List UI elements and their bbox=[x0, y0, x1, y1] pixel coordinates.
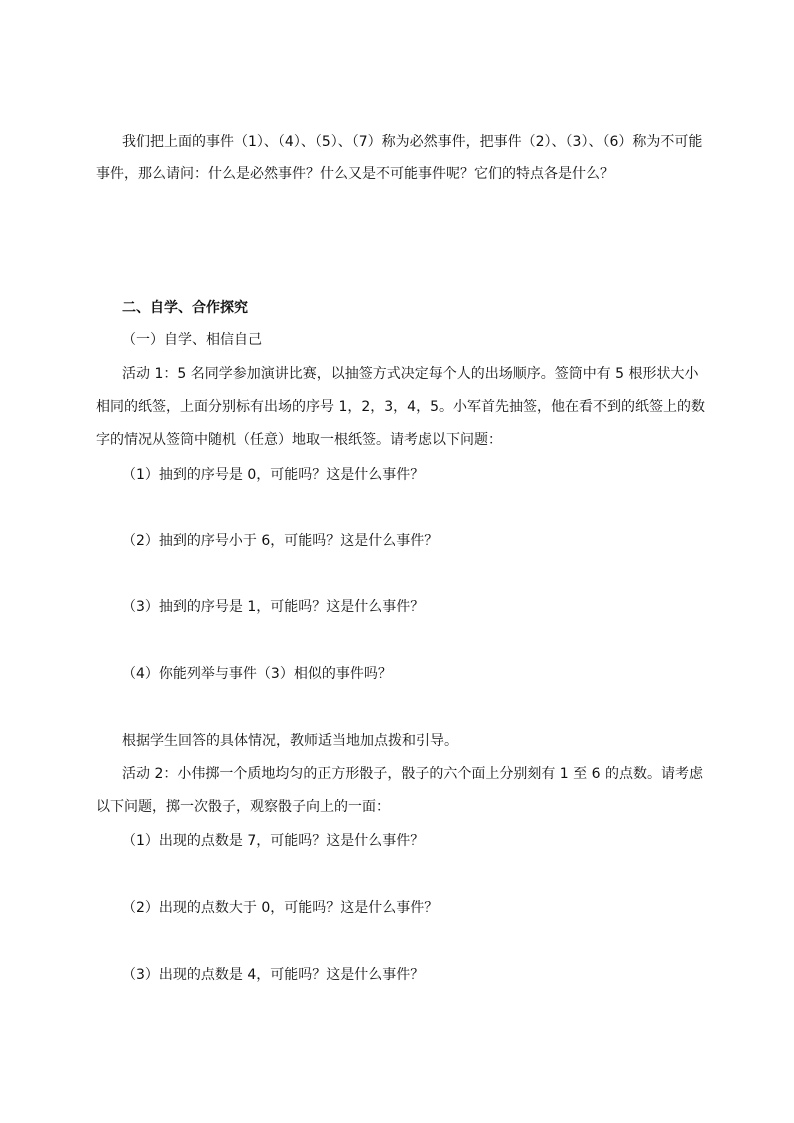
activity2-line-1: 活动 2：小伟掷一个质地均匀的正方形骰子，骰子的六个面上分别刻有 1 至 6 的点数。请考虑 bbox=[122, 766, 703, 782]
section-subheading: （一）自学、相信自己 bbox=[122, 332, 262, 348]
activity1-line-1: 活动 1：5 名同学参加演讲比赛，以抽签方式决定每个人的出场顺序。签筒中有 5 根形状大小 bbox=[122, 366, 699, 382]
activity1-line-3: 字的情况从签筒中随机（任意）地取一根纸签。请考虑以下问题： bbox=[96, 432, 502, 448]
section-heading: 二、自学、合作探究 bbox=[122, 300, 248, 316]
teacher-note: 根据学生回答的具体情况，教师适当地加点拨和引导。 bbox=[122, 733, 458, 749]
intro-paragraph-line-2: 事件，那么请问：什么是必然事件？什么又是不可能事件呢？它们的特点各是什么？ bbox=[96, 166, 614, 182]
activity1-question-4: （4）你能列举与事件（3）相似的事件吗？ bbox=[122, 666, 392, 682]
activity2-question-2: （2）出现的点数大于 0，可能吗？这是什么事件？ bbox=[122, 900, 439, 916]
activity1-line-2: 相同的纸签，上面分别标有出场的序号 1，2，3，4，5。小军首先抽签，他在看不到的纸签上的数 bbox=[96, 399, 705, 415]
activity1-question-2: （2）抽到的序号小于 6，可能吗？这是什么事件？ bbox=[122, 533, 439, 549]
activity2-question-3: （3）出现的点数是 4，可能吗？这是什么事件？ bbox=[122, 967, 425, 983]
activity2-question-1: （1）出现的点数是 7，可能吗？这是什么事件？ bbox=[122, 833, 425, 849]
activity1-question-3: （3）抽到的序号是 1，可能吗？这是什么事件？ bbox=[122, 599, 425, 615]
intro-paragraph-line-1: 我们把上面的事件（1）、（4）、（5）、（7）称为必然事件，把事件（2）、（3）、（6）称为不可能 bbox=[122, 134, 703, 150]
activity2-line-2: 以下问题，掷一次骰子，观察骰子向上的一面： bbox=[96, 799, 390, 815]
activity1-question-1: （1）抽到的序号是 0，可能吗？这是什么事件？ bbox=[122, 467, 425, 483]
